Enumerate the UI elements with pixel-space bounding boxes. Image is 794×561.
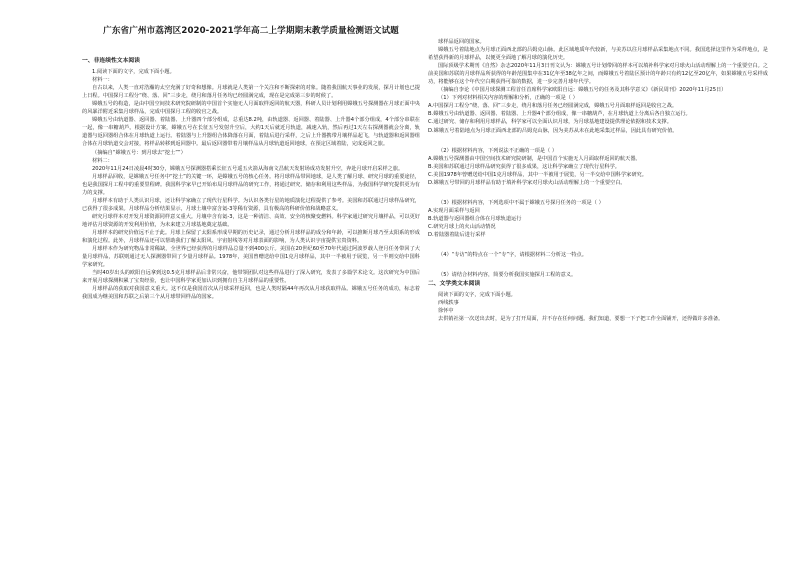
paragraph: 嫦娥五号由轨道器、返回器、着陆器、上升器四个部分组成，总重达8.2吨，由轨道器、返回器、着陆器、上升器4个部分组成，4个部分串联在一起，像一串糖葫芦。根据设计方案，嫦娥五号在长征五号发射升空后，大约1天后就近月轨道，减速入轨，然后再过1天左右探测器就会分离，轨道器与返回器组合体在月球轨道上运行。着陆器与上升器组合体降落在月面，着陆后进行采样，之后上升器携带月壤样品起飞，与轨道器和返回器组合体在月球轨道交会对接，将样品转移到返回器中。最后返回器带着月壤样品从月球轨道返回地球，在预定区域着陆，完成返回之旅。 — [82, 117, 420, 148]
answer-option: D.嫦娥五号着陆地点为月球正面西北部的吕姆克山脉，因为美苏从未在此地采集过样品，因此具有研究价值。 — [428, 127, 678, 134]
section-heading: 一、非连续性文本阅读 — [82, 58, 140, 64]
paragraph: 月球样本有助于人类认识月球，还让科学家确立了现代行星科学。为认识各类行星的地质演化过程提供了参考。美国和苏联通过月球样品研究，已获得了很多成果。月球样品分析结果显示，月球土壤中富含氦-3等稀有资源，具有极高的科研价值和战略意义。 — [82, 197, 420, 212]
paragraph: （摘编自李论《中国月球探测工程首任首席科学家欧阳自远：嫦娥五号的任务及其科学意义》《新民周刊》2020年11月25日） — [438, 87, 727, 94]
left-column — [82, 56, 420, 301]
paragraph: 球样品返回的国家。 — [438, 39, 485, 45]
paragraph: 月球样品的获取对我国意义重大。这不仅是我国首次从月球采样返回，也是人类时隔44年再次从月球获取样品。嫦娥五号任务的成功，标志着我国成为继美国和苏联之后第三个从月球带回样品的国家。 — [82, 286, 420, 301]
answer-option: A.实现月面采样与返回 — [428, 207, 480, 214]
answer-space — [428, 259, 768, 271]
answer-space — [428, 135, 768, 147]
paragraph: 自古以来，人类一直对浩瀚的太空充满了好奇和想像。月球就是人类第一个关注和不断探索的对象。随着我国航天事业的发展，探月计划也已提上日程。中国探月工程分“绕、落、回”三步走，绕月和落月任务均已经圆满完成，现在是完成第三步的时候了。 — [82, 85, 420, 100]
paragraph: 阅读下面的文字，完成下面小题。 — [438, 292, 516, 299]
paragraph: 徐怀中 — [438, 308, 454, 315]
paragraph: 嫦娥五号的构造，是由中国空间技术研究院研制的中国首个实施无人月面取样返回的航天器，科研人员计划利用嫦娥五号探测器在月球正面中央的风暴洋附近采集月球样品，完成中国探月工程的收官之战。 — [82, 101, 420, 116]
answer-option: C.研究月球上的火山活动情况 — [428, 223, 496, 230]
answer-option: C.通过研究、储存和利用月球样品，科学家可以全面认识月球，为月球基地建设提供理论依据和技术支撑。 — [428, 119, 672, 126]
answer-option: B.嫦娥五号由轨道器、返回器、着陆器、上升器4个部分组成，像一串糖葫芦，在月球轨道上分离后各自独立运行。 — [428, 111, 691, 118]
paragraph: 2020年11月24日凌晨4时30分，嫦娥五号探测器搭乘长征五号遥五火箭从海南文昌航天发射场成功发射升空，奔赴月球开启采样之旅。 — [92, 165, 404, 172]
answer-option: B.美国和苏联通过月球样品研究获得了很多成果，这让科学家确立了现代行星科学。 — [428, 163, 620, 170]
paragraph: （4）“专访”的特点在一个“专”字，请根据材料二分析这一特点。 — [438, 252, 587, 259]
paragraph: （1）下列对材料相关内容的理解和分析，正确的一项是（ ） — [438, 95, 578, 102]
answer-option: A.中国探月工程分“绕、落、回”三步走，绕月和落月任务已经圆满完成，嫦娥五号月面取样返回是收官之战。 — [428, 103, 678, 110]
paragraph: 研究月球样本对开发月球资源同样意义重大。月壤中含有氦-3，这是一种清洁、高效、安全的核聚变燃料。科学家通过研究月壤样品，可以更好地评估月球资源的开发利用价值，为未来建立月球基地奠定基础。 — [82, 213, 420, 228]
paragraph: （3）根据材料内容，下列选项中不属于嫦娥五号探月任务的一项是（ ） — [438, 199, 604, 206]
paragraph: 国际顶级学术期刊《自然》杂志2020年11月3日刊文认为：嫦娥五号计划带回的样本可以填补科学家对月球火山活动理解上的一个重要空白。之前美国和苏联的月球样品所获得的年龄范围集中在31亿年至38亿年之间，而嫦娥五号着陆区预计的年龄只有约12亿至20亿年，如果嫦娥五号采样成功，将能够在这个年代空白期获得可靠的数据，进一步完善月球年代学。 — [428, 63, 768, 86]
document-title: 广东省广州市荔湾区2020-2021学年高二上学期期末教学质量检测语文试题 — [103, 26, 399, 36]
paragraph: （5）请结合材料内容，简要分析我国实施探月工程的意义。 — [438, 272, 577, 279]
paragraph: 材料一： — [92, 77, 113, 84]
paragraph: （2）根据材料内容，下列说法不正确的一项是（ ） — [438, 147, 558, 154]
paragraph: 1.阅读下面的文字，完成下面小题。 — [92, 69, 175, 76]
answer-option: B.轨道器与返回器组合体在月球轨道运行 — [428, 215, 522, 222]
right-column — [428, 38, 768, 323]
answer-option: A.嫦娥五号探测器由中国空间技术研究院研制，是中国首个实施无人月面取样返回的航天器。 — [428, 155, 641, 162]
answer-space — [428, 239, 768, 251]
answer-option: D.嫦娥五号带回的月球样品有助于填补科学家对月球火山活动理解上的一个重要空白。 — [428, 179, 626, 186]
answer-option: C.美国1978年曾赠送给中国1克月球样品，其中一半被用于展览，另一半交给中国科学家研究。 — [428, 171, 647, 178]
paragraph: 材料二： — [92, 157, 113, 164]
paragraph: 月球样本的研究价值远不止于此。月球上保留了太阳系形成早期的历史记录，通过分析月球样品的成分和年龄，可以推断月球乃至太阳系的形成和演化过程。此外，月球样品还可以帮助我们了解太阳风、宇宙射线等对月球表面的影响，为人类认识宇宙提供宝贵资料。 — [82, 229, 420, 245]
paragraph: 月球样本作为研究物品非常稀缺，全世界已经获得的月球样品总量不到400公斤。美国在20世纪60至70年代通过阿波罗载人登月任务带回了大量月球样品，苏联则通过无人探测器带回了少量月球样品。1978年，美国曾赠送给中国1克月球样品，其中一半被用于展览，另一半则交给中国科学家研究。 — [82, 246, 420, 269]
paragraph: 嫦娥五号着陆地点为月球正面西北部的吕姆克山脉。此区域地质年代较新，与美苏以往月球样品采集地点不同。我国选择这里作为采样地点，是希望获得新的月球样品，以便更全面地了解月球的演化历史。 — [428, 47, 768, 62]
paragraph: 当时40岁出头的欧阳自远拿到这0.5克月球样品后非常兴奋，他带领团队对这些样品进行了深入研究，发表了多篇学术论文。这次研究为中国后来开展月球探测积累了宝贵经验，也让中国科学家更加认识到拥有自主月球样品的重要性。 — [82, 270, 420, 285]
answer-space — [428, 187, 768, 199]
paragraph: （摘编自“嫦娥五号：到月球去“挖土””） — [92, 149, 186, 156]
paragraph: 西线轶事 — [438, 300, 459, 307]
section-heading: 二、文学类文本阅读 — [428, 281, 481, 288]
answer-option: D.着陆器着陆后进行采样 — [428, 231, 486, 238]
paragraph: 去供销社第一次送出去时，是为了打开局面，并不存在任何问题。我们知道，要想一下子把工作全面铺开，还得做许多准备。 — [438, 316, 724, 323]
paragraph: 月球样品回收，是嫦娥五号任务中“挖土”的关键一环，是嫦娥五号的核心任务。将月球样品带回地球，是人类了解月球、研究月球的重要途径，也是我国探月工程中的重要里程碑。我国科学家早已开始布局月球样品的研究工作，将通过研究、储存和利用这些样品，为我国科学研究提供更为有力的支撑。 — [82, 173, 420, 196]
